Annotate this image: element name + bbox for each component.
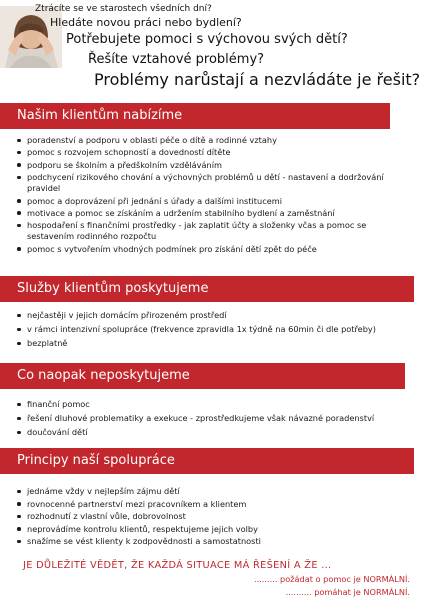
- header-question-2: Hledáte novou práci nebo bydlení?: [50, 16, 242, 29]
- list-item: neprovádíme kontrolu klientů, respektujeme jejich volby: [16, 524, 401, 535]
- list-item: pomoc s rozvojem schopností a dovedností dítěte: [16, 147, 401, 158]
- footer-line-helping: .......... pomáhat je NORMÁLNÍ.: [285, 587, 410, 597]
- list-item: pomoc s vytvořením vhodných podmínek pro získání dětí zpět do péče: [16, 244, 401, 255]
- section-title-not-provided: Co naopak neposkytujeme: [0, 363, 405, 389]
- list-item: podporu se školním a předškolním vzděláváním: [16, 160, 401, 171]
- section-title-offer: Našim klientům nabízíme: [0, 103, 390, 129]
- list-item: v rámci intenzivní spolupráce (frekvence zpravidla 1x týdně na 60min či dle potřeby): [16, 324, 401, 335]
- header-question-4: Řešíte vztahové problémy?: [88, 52, 265, 67]
- list-item: pomoc a doprovázení při jednání s úřady a dalšími institucemi: [16, 196, 401, 207]
- footer-headline: JE DŮLEŽITÉ VĚDĚT, ŽE KAŽDÁ SITUACE MÁ ŘEŠENÍ A ŽE ...: [23, 560, 332, 571]
- header: [0, 0, 424, 100]
- list-item: doučování dětí: [16, 427, 401, 438]
- header-question-1: Ztrácíte se ve starostech všedních dní?: [35, 4, 212, 14]
- list-item: řešení dluhové problematiky a exekuce - zprostředkujeme však návazné poradenství: [16, 413, 401, 424]
- list-item: podchycení rizikového chování a výchovných problémů u dětí - nastavení a dodržování pravidel: [16, 172, 401, 194]
- list-item: jednáme vždy v nejlepším zájmu dětí: [16, 486, 401, 497]
- section-title-principles: Principy naší spolupráce: [0, 448, 414, 474]
- footer-line-ask-help: ......... požádat o pomoc je NORMÁLNÍ.: [253, 574, 410, 584]
- list-item: rovnocenné partnerství mezi pracovníkem a klientem: [16, 499, 401, 510]
- principles-list: [16, 486, 401, 549]
- list-item: motivace a pomoc se získáním a udržením stabilního bydlení a zaměstnání: [16, 208, 401, 219]
- header-question-3: Potřebujete pomoci s výchovou svých dětí?: [66, 32, 348, 47]
- list-item: rozhodnutí z vlastní vůle, dobrovolnost: [16, 511, 401, 522]
- section-title-provide: Služby klientům poskytujeme: [0, 276, 414, 302]
- list-item: poradenství a podporu v oblasti péče o dítě a rodinné vztahy: [16, 135, 401, 146]
- list-item: nejčastěji v jejich domácím přirozeném prostředí: [16, 310, 401, 321]
- list-item: snažíme se vést klienty k zodpovědnosti a samostatnosti: [16, 536, 401, 547]
- header-question-5: Problémy narůstají a nezvládáte je řešit?: [94, 70, 421, 89]
- list-item: bezplatně: [16, 338, 401, 349]
- provide-list: [16, 310, 401, 353]
- not-provided-list: [16, 399, 401, 442]
- list-item: finanční pomoc: [16, 399, 401, 410]
- list-item: hospodaření s finančními prostředky - jak zaplatit účty a složenky včas a pomoc se sestavením rodinného rozpočtu: [16, 220, 401, 242]
- offer-list: [16, 135, 401, 256]
